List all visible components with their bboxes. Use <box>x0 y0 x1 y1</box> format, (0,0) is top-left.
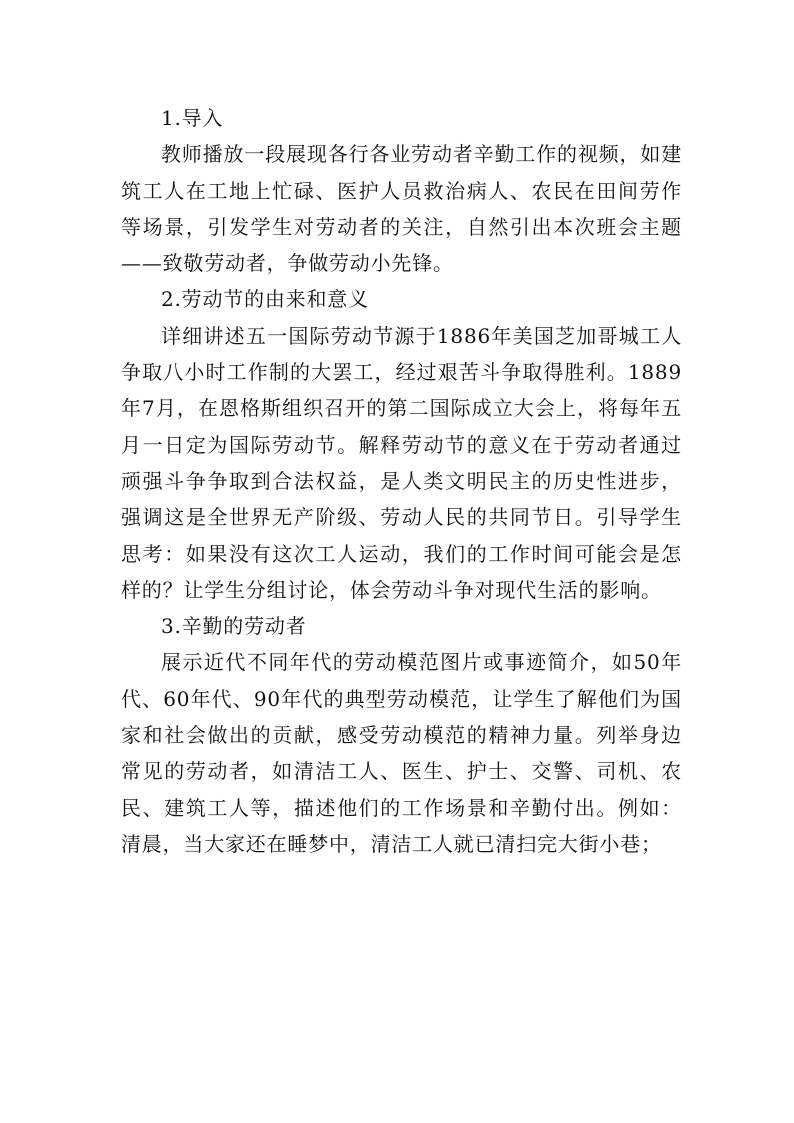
section-heading-hardworking-laborers: 3.辛勤的劳动者 <box>161 614 307 639</box>
section-paragraph-hardworking-laborers: 展示近代不同年代的劳动模范图片或事迹简介，如50年代、60年代、90年代的典型劳动模范，让学生了解他们为国家和社会做出的贡献，感受劳动模范的精神力量。列举身边常见的劳动者，如清洁工人、医生、护士、交警、司机、农民、建筑工人等，描述他们的工作场景和辛勤付出。例如：清晨，当大家还在睡梦中，清洁工人就已清扫完大街小巷； <box>121 650 682 856</box>
section-heading-intro: 1.导入 <box>161 106 224 130</box>
section-paragraph-intro: 教师播放一段展现各行各业劳动者辛勤工作的视频，如建筑工人在工地上忙碌、医护人员救治病人、农民在田间劳作等场景，引发学生对劳动者的关注，自然引出本次班会主题——致敬劳动者，争做劳动小先锋。 <box>121 142 682 276</box>
document-body <box>121 100 682 862</box>
section-heading-labor-day-origin: 2.劳动节的由来和意义 <box>161 287 369 312</box>
section-paragraph-labor-day-origin: 详细讲述五一国际劳动节源于1886年美国芝加哥城工人争取八小时工作制的大罢工，经过艰苦斗争取得胜利。1889年7月，在恩格斯组织召开的第二国际成立大会上，将每年五月一日定为国际劳动节。解释劳动节的意义在于劳动者通过顽强斗争争取到合法权益，是人类文明民主的历史性进步，强调这是全世界无产阶级、劳动人民的共同节日。引导学生思考：如果没有这次工人运动，我们的工作时间可能会是怎样的？让学生分组讨论，体会劳动斗争对现代生活的影响。 <box>121 323 682 602</box>
